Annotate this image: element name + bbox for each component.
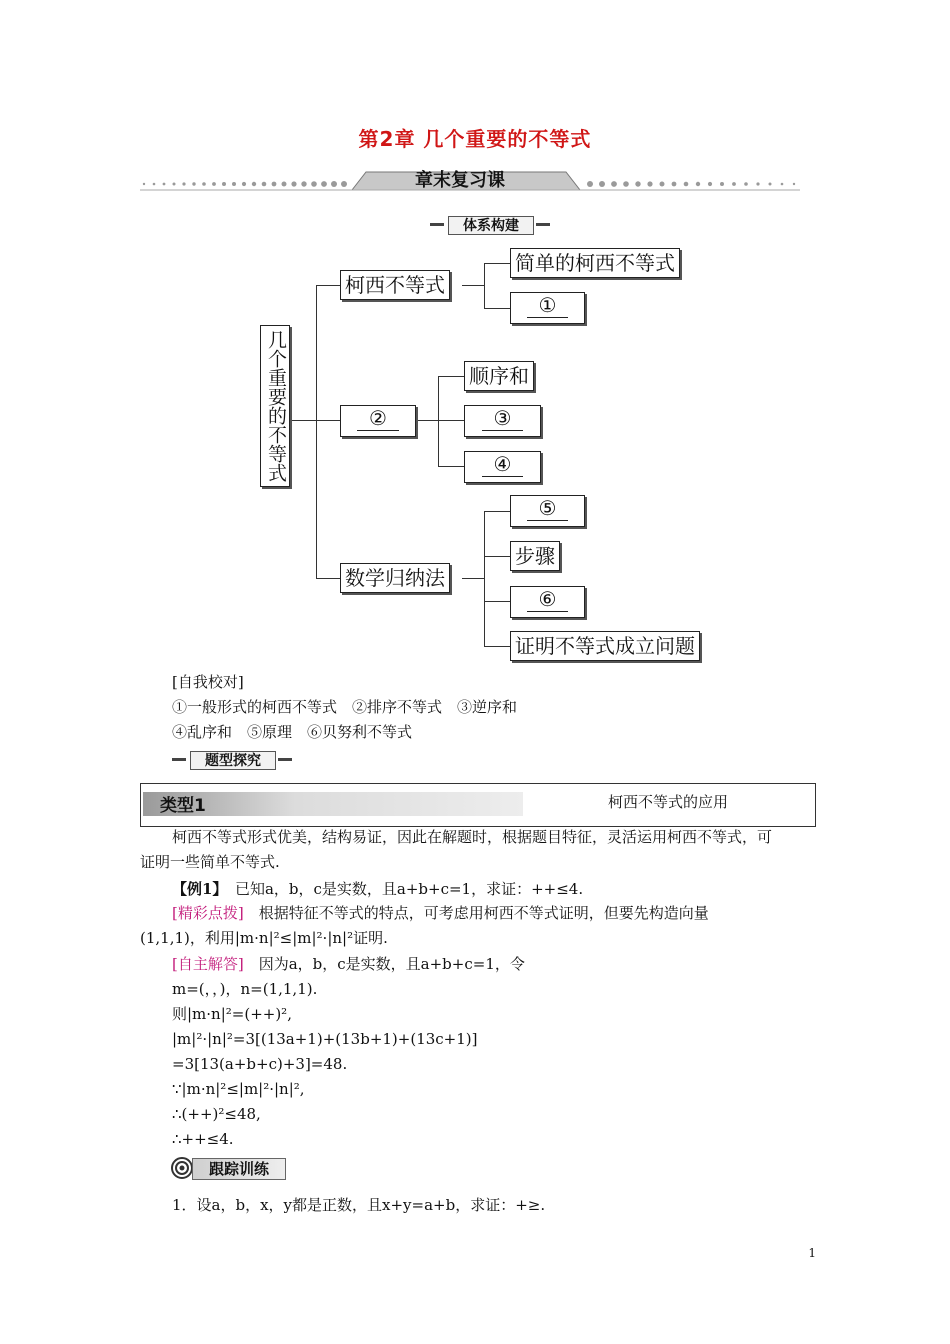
- connector: [416, 420, 438, 421]
- intro-line-1: 柯西不等式形式优美，结构易证，因此在解题时，根据题目特征，灵活运用柯西不等式，可: [172, 828, 773, 846]
- connector: [438, 420, 464, 421]
- target-icon: [170, 1156, 194, 1180]
- connector: [484, 263, 485, 308]
- connector: [438, 376, 464, 377]
- connector: [316, 285, 340, 286]
- self-check-heading: [自我校对]: [172, 673, 244, 691]
- blank-4: ④: [464, 451, 541, 483]
- connector: [288, 420, 316, 421]
- self-check-line-2: ④乱序和 ⑤原理 ⑥贝努利不等式: [172, 723, 413, 741]
- connector: [484, 511, 485, 646]
- connector: [484, 601, 510, 602]
- hint-line-1: [172, 901, 709, 925]
- blank-1: ①: [510, 292, 585, 324]
- section-system-header: [430, 216, 566, 234]
- node-cauchy: 柯西不等式: [340, 270, 450, 300]
- page-number: 1: [808, 1246, 816, 1260]
- solution-line-5: =3[13(a+b+c)+3]=48.: [172, 1055, 348, 1073]
- section-practice-header: [170, 1156, 290, 1180]
- connector: [484, 556, 510, 557]
- example-1: [172, 877, 583, 901]
- section-types-title: 题型探究: [190, 751, 276, 770]
- solution-line-2: m=(，，)，n=(1,1,1).: [172, 980, 318, 998]
- example-tag: 【例1】: [172, 880, 220, 898]
- connector: [484, 308, 510, 309]
- node-prove-inequality: 证明不等式成立问题: [510, 631, 700, 661]
- connector: [316, 420, 340, 421]
- solution-line-6: ∵|m·n|²≤|m|²·|n|²,: [172, 1080, 305, 1098]
- example-text: 已知a，b，c是实数，且a+b+c=1，求证：++≤4.: [219, 880, 584, 898]
- hint-tag: [精彩点拨]: [172, 904, 244, 922]
- banner-title: 章末复习课: [415, 170, 505, 191]
- connector: [462, 578, 484, 579]
- blank-6: ⑥: [510, 586, 585, 618]
- connector: [438, 376, 439, 466]
- node-induction: 数学归纳法: [340, 563, 450, 593]
- connector: [316, 578, 340, 579]
- practice-1: 1．设a，b，x，y都是正数，且x+y=a+b，求证：+≥.: [172, 1196, 546, 1214]
- connector: [438, 466, 464, 467]
- node-simple-cauchy: 简单的柯西不等式: [510, 248, 680, 278]
- chapter-title: 第2章 几个重要的不等式: [358, 127, 592, 151]
- hint-text: 根据特征不等式的特点，可考虑用柯西不等式证明，但要先构造向量: [243, 904, 709, 922]
- connector: [484, 511, 510, 512]
- solution-text: 因为a，b，c是实数，且a+b+c=1，令: [243, 955, 525, 973]
- node-ordered-sum: 顺序和: [464, 361, 534, 391]
- connector: [462, 285, 484, 286]
- solution-line-4: |m|²·|n|²=3[(13a+1)+(13b+1)+(13c+1)]: [172, 1030, 478, 1048]
- blank-5: ⑤: [510, 495, 585, 527]
- hint-line-2: (1,1,1)，利用|m·n|²≤|m|²·|n|²证明.: [140, 929, 388, 947]
- connector: [316, 285, 317, 578]
- node-steps: 步骤: [510, 541, 560, 571]
- self-check-line-1: ①一般形式的柯西不等式 ②排序不等式 ③逆序和: [172, 698, 518, 716]
- connector: [484, 646, 510, 647]
- section-practice-title: 跟踪训练: [192, 1158, 286, 1180]
- intro-line-2: 证明一些简单不等式.: [140, 853, 280, 871]
- blank-2: ②: [340, 405, 416, 437]
- type-1-label: 类型1: [160, 796, 206, 816]
- diagram-root: 几个重要的不等式: [260, 325, 290, 487]
- section-types-header: [172, 751, 308, 769]
- solution-line-7: ∴(++)²≤48,: [172, 1105, 261, 1123]
- solution-line-3: 则|m·n|²=(++)²,: [172, 1005, 292, 1023]
- blank-3: ③: [464, 405, 541, 437]
- section-system-title: 体系构建: [448, 216, 534, 235]
- type-1-name: 柯西不等式的应用: [607, 793, 728, 811]
- solution-line-1: [172, 952, 525, 976]
- connector: [484, 263, 510, 264]
- solution-line-8: ∴++≤4.: [172, 1130, 234, 1148]
- solution-tag: [自主解答]: [172, 955, 244, 973]
